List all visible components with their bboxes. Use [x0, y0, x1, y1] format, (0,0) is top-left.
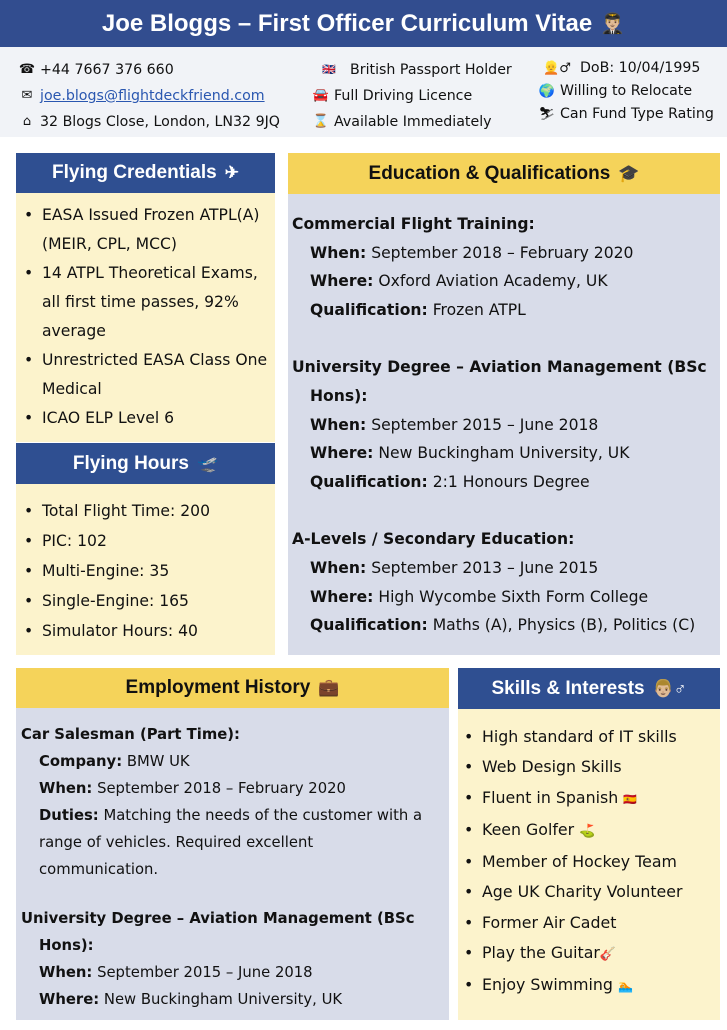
label-company: Company:: [39, 753, 123, 770]
education-title: Education & Qualifications: [368, 162, 611, 184]
list-item: • Unrestricted EASA Class One Medical: [18, 346, 269, 404]
label-when: When:: [310, 243, 367, 262]
value-qualification: Frozen ATPL: [432, 300, 526, 319]
label-where: Where:: [310, 272, 374, 291]
availability-text: Available Immediately: [334, 114, 492, 130]
skills-panel: [458, 709, 720, 1020]
availability-row: [312, 109, 512, 135]
value-qualification: Maths (A), Physics (B), Politics (C): [432, 616, 696, 635]
passport-row: [312, 57, 512, 83]
employment-when: [21, 775, 443, 802]
flying-credentials-header: [16, 153, 275, 193]
dob-text: DoB: 10/04/1995: [580, 60, 701, 76]
fund-row: [538, 103, 714, 126]
house-icon: ⌂: [22, 114, 32, 129]
employment-duties: [21, 802, 443, 829]
education-entry: [292, 210, 714, 324]
value-when: September 2018 – February 2020: [97, 780, 346, 797]
flying-credentials-list: [18, 201, 269, 433]
telephone-icon: ☎: [18, 62, 36, 77]
education-where: [292, 439, 714, 468]
contact-section: [0, 47, 727, 137]
value-where: New Buckingham University, UK: [378, 444, 630, 463]
skills-title: Skills & Interests: [491, 677, 645, 699]
value-where: Oxford Aviation Academy, UK: [378, 272, 608, 291]
education-heading: Commercial Flight Training:: [292, 215, 535, 233]
value-where: New Buckingham University, UK: [103, 991, 343, 1008]
list-item: • Fluent in Spanish 🇪🇸: [458, 783, 716, 815]
label-qualification: Qualification:: [310, 472, 428, 491]
list-item: • Member of Hockey Team: [458, 847, 716, 877]
employment-company: [21, 748, 443, 775]
education-when: [292, 554, 714, 583]
guitar-icon: 🎸: [599, 947, 617, 963]
list-item: • Former Air Cadet: [458, 908, 716, 938]
fund-text: Can Fund Type Rating: [560, 106, 714, 122]
value-when: September 2015 – June 2018: [371, 415, 599, 434]
skills-list: [458, 722, 716, 1002]
spain-flag-icon: 🇪🇸: [623, 792, 637, 806]
airplane-icon: ✈: [224, 163, 239, 182]
skills-header: [458, 668, 720, 709]
list-item: • EASA Issued Frozen ATPL(A) (MEIR, CPL, MCC): [18, 201, 269, 259]
value-company: BMW UK: [126, 753, 190, 770]
phone-number: +44 7667 376 660: [40, 62, 174, 78]
swimmer-icon: 🏊: [618, 979, 633, 994]
label-when: When:: [310, 558, 367, 577]
flying-credentials-title: Flying Credentials: [52, 162, 217, 183]
education-when: [292, 239, 714, 268]
relocate-row: [538, 80, 714, 103]
list-item: • Web Design Skills: [458, 752, 716, 782]
hourglass-icon: ⌛: [312, 114, 330, 129]
label-qualification: Qualification:: [310, 300, 428, 319]
list-item: • Keen Golfer ⛳: [458, 815, 716, 847]
departing-plane-icon: 🛫: [196, 453, 219, 473]
flying-hours-list: [18, 496, 269, 646]
list-item: • Play the Guitar🎸: [458, 938, 716, 970]
licence-row: [312, 83, 512, 109]
skier-icon: ⛷: [538, 107, 556, 122]
licence-text: Full Driving Licence: [334, 88, 473, 104]
list-item: • Simulator Hours: 40: [18, 616, 269, 646]
cv-title-banner: [0, 0, 727, 47]
list-item: • ICAO ELP Level 6: [18, 404, 269, 433]
label-qualification: Qualification:: [310, 616, 428, 635]
email-icon: ✉: [21, 88, 33, 103]
address-row: [18, 109, 280, 135]
education-entry: [292, 353, 714, 496]
education-heading: A-Levels / Secondary Education:: [292, 530, 575, 549]
person-male-icon: 👨🏼♂: [652, 678, 687, 698]
label-where: Where:: [310, 587, 374, 606]
gb-flag-icon: 🇬🇧: [322, 63, 336, 76]
education-when: [292, 411, 714, 440]
contact-column-3: [538, 57, 714, 126]
list-item: • Enjoy Swimming 🏊: [458, 970, 716, 1001]
flying-hours-panel: [16, 484, 275, 655]
education-header: [288, 153, 720, 194]
passport-text: British Passport Holder: [350, 62, 512, 78]
pilot-emoji-icon: 👨🏼‍✈️: [600, 13, 626, 35]
education-qualification: [292, 296, 714, 325]
education-panel: [288, 194, 720, 655]
education-heading: University Degree – Aviation Management (BSc: [292, 358, 707, 377]
value-when: September 2018 – February 2020: [371, 243, 634, 262]
education-qualification: [292, 611, 714, 640]
list-item: • Total Flight Time: 200: [18, 496, 269, 526]
list-item: • Single-Engine: 165: [18, 586, 269, 616]
value-where: High Wycombe Sixth Form College: [378, 587, 649, 606]
education-where: [292, 267, 714, 296]
value-when: September 2013 – June 2015: [371, 558, 599, 577]
value-when: September 2015 – June 2018: [97, 964, 313, 981]
graduation-cap-icon: 🎓: [618, 163, 640, 183]
employment-duties-cont: range of vehicles. Required excellent: [39, 834, 314, 851]
relocate-text: Willing to Relocate: [560, 83, 693, 99]
label-where: Where:: [39, 991, 100, 1008]
employment-heading-cont: Hons):: [39, 937, 94, 954]
employment-duties-cont: communication.: [39, 861, 159, 878]
email-link[interactable]: joe.blogs@flightdeckfriend.com: [40, 88, 265, 104]
phone-row: [18, 57, 280, 83]
education-qualification: [292, 468, 714, 497]
label-where: Where:: [310, 444, 374, 463]
flying-hours-title: Flying Hours: [72, 452, 189, 474]
dob-row: [538, 57, 714, 80]
list-item: • PIC: 102: [18, 526, 269, 556]
employment-panel: [16, 708, 449, 1020]
person-male-icon: 👱♂: [543, 61, 571, 76]
briefcase-icon: 💼: [318, 678, 340, 697]
employment-entry: [21, 905, 443, 1013]
list-item: • Multi-Engine: 35: [18, 556, 269, 586]
flying-credentials-panel: [16, 193, 275, 442]
education-where: [292, 583, 714, 612]
cv-title: Joe Bloggs – First Officer Curriculum Vitae: [101, 9, 593, 37]
value-qualification: 2:1 Honours Degree: [432, 472, 590, 491]
car-icon: 🚘: [312, 88, 330, 103]
employment-title: Employment History: [125, 677, 311, 698]
employment-where: [21, 986, 443, 1013]
contact-column-2: [312, 57, 512, 135]
flying-hours-header: [16, 443, 275, 484]
list-item: • High standard of IT skills: [458, 722, 716, 752]
education-heading-cont: Hons):: [310, 386, 368, 405]
golf-flag-icon: ⛳: [579, 823, 596, 839]
address-text: 32 Blogs Close, London, LN32 9JQ: [40, 114, 280, 130]
contact-column-1: [18, 57, 280, 135]
label-when: When:: [39, 780, 93, 797]
globe-icon: 🌍: [538, 84, 556, 99]
label-duties: Duties:: [39, 807, 99, 824]
list-item: • Age UK Charity Volunteer: [458, 877, 716, 907]
email-row[interactable]: [18, 83, 280, 109]
label-when: When:: [39, 964, 93, 981]
employment-entry: [21, 721, 443, 883]
employment-header: [16, 668, 449, 708]
employment-heading: Car Salesman (Part Time):: [21, 726, 240, 743]
value-duties: Matching the needs of the customer with a: [103, 807, 423, 824]
label-when: When:: [310, 415, 367, 434]
list-item: • 14 ATPL Theoretical Exams, all first time passes, 92% average: [18, 259, 269, 346]
employment-when: [21, 959, 443, 986]
employment-heading: University Degree – Aviation Management (BSc: [21, 910, 415, 927]
education-entry: [292, 525, 714, 639]
